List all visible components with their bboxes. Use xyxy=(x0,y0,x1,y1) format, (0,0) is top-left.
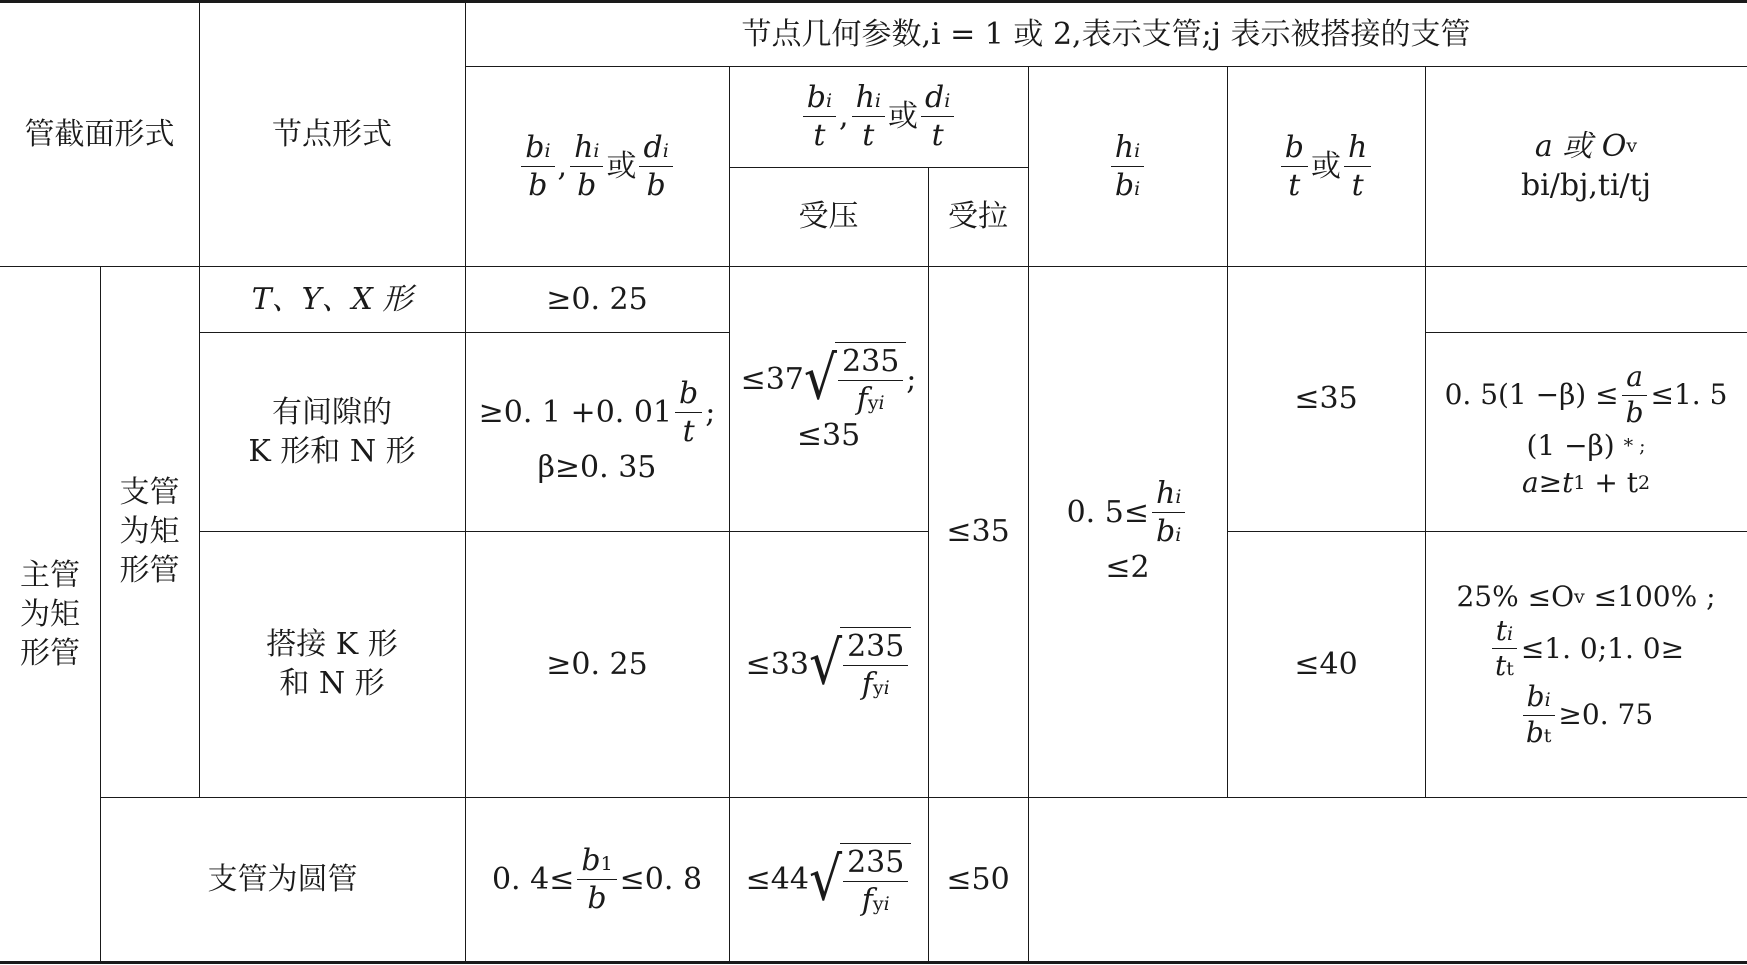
overlap-bt-cell: ≤40 xyxy=(1294,646,1358,682)
header-last-cell xyxy=(1425,66,1747,266)
gap-ratio-cell: ≥0. 1 +0. 01 $\frac{b}{t}$ ; β≥0. 35 xyxy=(478,375,716,485)
ratio-t-formula: $\frac{bi}{t}$ , $\frac{hi}{t}$ 或 $\frac{di}{t}$ xyxy=(800,81,958,152)
header-joint-label: 节点形式 xyxy=(272,117,392,152)
header-ratio-b-cell xyxy=(465,66,729,266)
main-rect-cell: 主管 为矩 形管 xyxy=(20,557,80,671)
header-section-label: 管截面形式 xyxy=(24,117,175,152)
round-ratio-cell: 0. 4≤ $\frac{b1}{b}$ ≤0. 8 xyxy=(491,843,703,916)
overlap-compress-cell: ≤33 √ $\frac{235}{\text{fyi}}$ xyxy=(729,531,928,797)
bt-formula: $\frac{b}{t}$ 或 $\frac{h}{t}$ xyxy=(1278,131,1375,202)
ratio-b-formula: $\frac{bi}{b}$ , $\frac{hi}{b}$ 或 $\frac{di}{b}$ xyxy=(518,131,676,202)
last-header-line-1: a 或 O v xyxy=(1534,129,1638,164)
hb-formula: $\frac{hi}{bi}$ xyxy=(1108,131,1147,202)
gap-last-cell: 0. 5(1 −β) ≤ $\frac{a}{b}$ ≤1. 5 (1 −β) * ; a≥t 1 + t 2 xyxy=(1444,359,1728,499)
round-compress-cell: ≤44 √ $\frac{235}{\text{fyi}}$ xyxy=(729,797,928,962)
header-geom-cell xyxy=(465,3,1747,66)
header-geom-title: 节点几何参数,i = 1 或 2,表示支管;j 表示被搭接的支管 xyxy=(741,17,1471,52)
header-bt-cell xyxy=(1227,66,1425,266)
rect-hb-cell: 0. 5≤ $\frac{hi}{bi}$ ≤2 xyxy=(1028,266,1227,797)
last-header-line-2: bi/bj,ti/tj xyxy=(1520,168,1652,203)
overlap-joint-cell: 搭接 K 形 和 N 形 xyxy=(266,627,398,701)
header-compress-cell xyxy=(729,167,928,266)
header-tension-label: 受拉 xyxy=(948,199,1008,234)
header-ratio-t-cell xyxy=(729,66,1028,167)
branch-rect-cell: 支管 为矩 形管 xyxy=(119,475,180,588)
header-joint-cell xyxy=(199,3,465,266)
header-compress-label: 受压 xyxy=(798,199,859,234)
round-joint-cell: 支管为圆管 xyxy=(207,862,358,897)
header-tension-cell xyxy=(928,167,1028,266)
gap-bt-cell: ≤35 xyxy=(1294,381,1358,416)
overlap-last-cell: 25% ≤O v ≤100% ; $\frac{ti}{tt}$ ≤1. 0;1. 0≥ $\frac{bi}{bt}$ ≥0. 75 xyxy=(1456,580,1716,749)
round-tension-cell: ≤50 xyxy=(946,862,1010,897)
header-hb-cell xyxy=(1028,66,1227,266)
tyx-joint-cell: T、Y、X 形 xyxy=(251,281,413,317)
gap-compress-cell: ≤37 √ $\frac{235}{\text{fyi}}$ ; ≤35 xyxy=(740,344,917,453)
rect-tension-cell: ≤35 xyxy=(946,514,1010,549)
tyx-ratio-cell: ≥0. 25 xyxy=(546,281,648,317)
overlap-ratio-cell: ≥0. 25 xyxy=(546,646,648,682)
header-section-cell xyxy=(0,3,199,266)
gap-joint-cell: 有间隙的 K 形和 N 形 xyxy=(248,394,416,469)
